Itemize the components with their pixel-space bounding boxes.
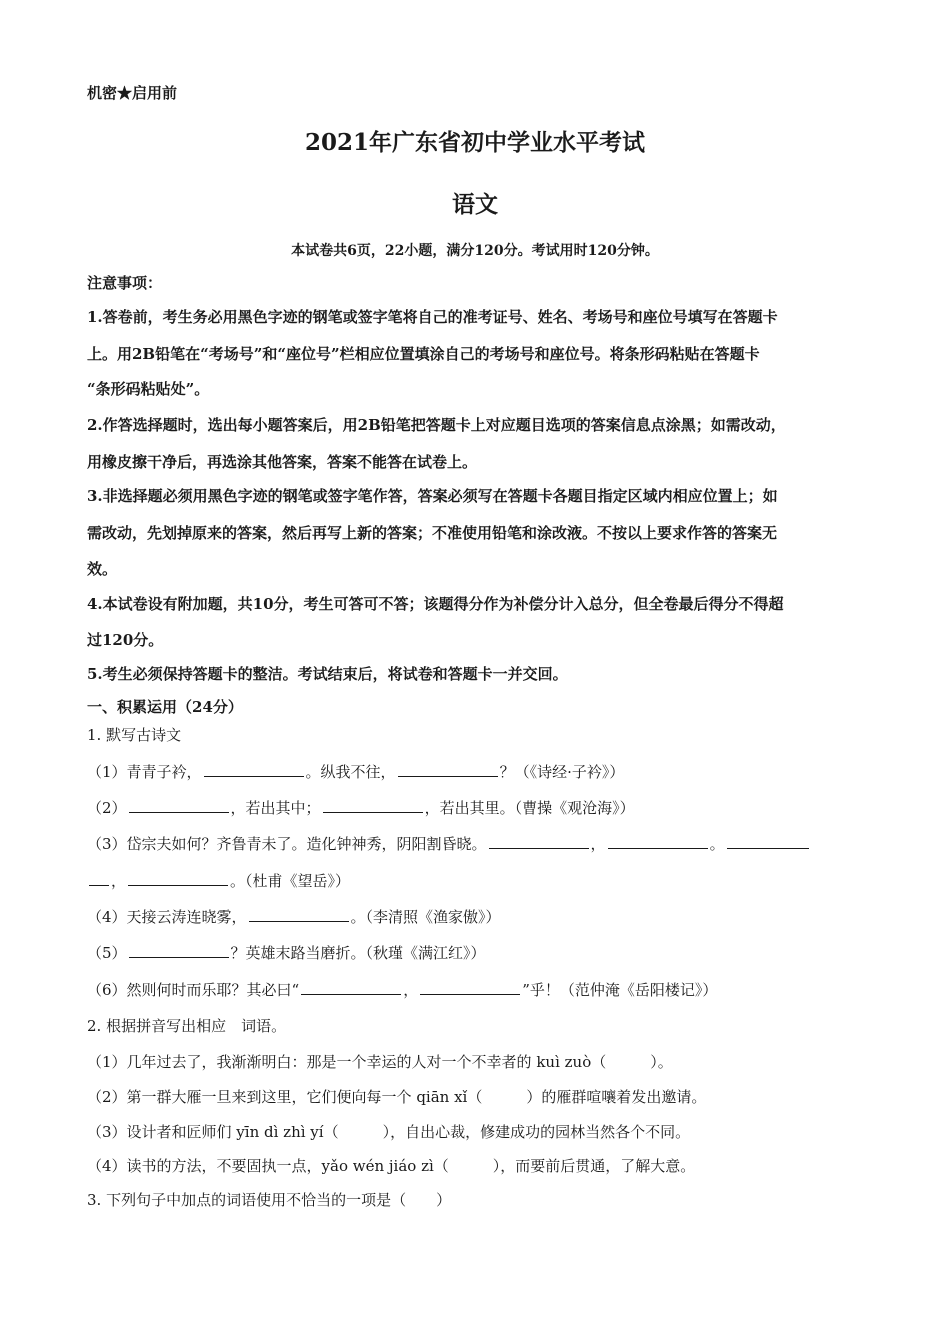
- notes-heading: 注意事项：: [87, 274, 163, 292]
- answer-blank[interactable]: [323, 798, 423, 813]
- answer-blank[interactable]: [301, 980, 401, 995]
- answer-blank[interactable]: [727, 834, 809, 849]
- answer-blank[interactable]: [89, 871, 109, 886]
- note-line: 3.非选择题必须用黑色字迹的钢笔或签字笔作答，答案必须写在答题卡各题目指定区域内相应位置上；如: [87, 487, 778, 505]
- q2-item-3: （3）设计者和匠师们 yīn dì zhì yí（ ），自出心裁，修建成功的园林当然各个不同。: [87, 1123, 691, 1141]
- note-line: 效。: [87, 560, 118, 578]
- section-heading: 一、积累运用（24分）: [87, 698, 243, 716]
- note-line: 用橡皮擦干净后，再选涂其他答案，答案不能答在试卷上。: [87, 453, 478, 471]
- answer-blank[interactable]: [489, 834, 589, 849]
- confidential-label: 机密★启用前: [87, 84, 178, 102]
- note-line: “条形码粘贴处”。: [87, 380, 210, 398]
- answer-blank[interactable]: [249, 907, 349, 922]
- answer-blank[interactable]: [129, 943, 229, 958]
- exam-info: 本试卷共6页，22小题，满分120分。考试用时120分钟。: [291, 243, 659, 259]
- answer-blank[interactable]: [608, 834, 708, 849]
- q1-item-4: （4）天接云涛连晓雾， 。（李清照《渔家傲》）: [87, 908, 501, 926]
- answer-blank[interactable]: [128, 871, 228, 886]
- note-line: 4.本试卷设有附加题，共10分，考生可答可不答；该题得分作为补偿分计入总分，但全卷最后得分不得超: [87, 595, 784, 613]
- exam-title: 2021年广东省初中学业水平考试: [304, 129, 645, 156]
- q1-item-3-cont: ， 。（杜甫《望岳》）: [87, 870, 350, 891]
- question-2-title: 2. 根据拼音写出相应 词语。: [87, 1017, 287, 1035]
- q2-item-2: （2）第一群大雁一旦来到这里，它们便向每一个 qiān xǐ（ ）的雁群喧嚷着发出邀请。: [87, 1088, 707, 1106]
- question-1-title: 1. 默写古诗文: [87, 726, 182, 744]
- q1-item-5: （5） ？英雄末路当磨折。（秋瑾《满江红》）: [87, 944, 486, 962]
- question-3-title: 3. 下列句子中加点的词语使用不恰当的一项是（ ）: [87, 1191, 452, 1209]
- note-line: 需改动，先划掉原来的答案，然后再写上新的答案；不准使用铅笔和涂改液。不按以上要求作答的答案无: [87, 524, 778, 542]
- q1-item-1: （1）青青子衿， 。纵我不往， ？（《诗经·子衿》）: [87, 763, 625, 781]
- note-line: 1.答卷前，考生务必用黑色字迹的钢笔或签字笔将自己的准考证号、姓名、考场号和座位号填写在答题卡: [87, 308, 778, 326]
- note-line: 上。用2B铅笔在“考场号”和“座位号”栏相应位置填涂自己的考场号和座位号。将条形码粘贴在答题卡: [87, 345, 760, 363]
- answer-blank[interactable]: [129, 798, 229, 813]
- note-line: 2.作答选择题时，选出每小题答案后，用2B铅笔把答题卡上对应题目选项的答案信息点涂黑；如需改动，: [87, 416, 786, 434]
- answer-blank[interactable]: [420, 980, 520, 995]
- q1-item-6: （6）然则何时而乐耶？其必曰“ ， ”乎！（范仲淹《岳阳楼记》）: [87, 981, 718, 999]
- answer-blank[interactable]: [204, 762, 304, 777]
- q2-item-1: （1）几年过去了，我渐渐明白：那是一个幸运的人对一个不幸者的 kuì zuò（ ）。: [87, 1053, 673, 1071]
- answer-blank[interactable]: [398, 762, 498, 777]
- q1-item-3: （3）岱宗夫如何？齐鲁青未了。造化钟神秀，阴阳割昏晓。 ， 。: [87, 833, 811, 854]
- q2-item-4: （4）读书的方法，不要固执一点，yǎo wén jiáo zì（ ），而要前后贯通，了解大意。: [87, 1157, 696, 1175]
- subject-title: 语文: [452, 191, 498, 218]
- q1-item-2: （2） ，若出其中； ，若出其里。（曹操《观沧海》）: [87, 799, 635, 817]
- note-line: 过120分。: [87, 631, 164, 649]
- note-line: 5.考生必须保持答题卡的整洁。考试结束后，将试卷和答题卡一并交回。: [87, 665, 568, 683]
